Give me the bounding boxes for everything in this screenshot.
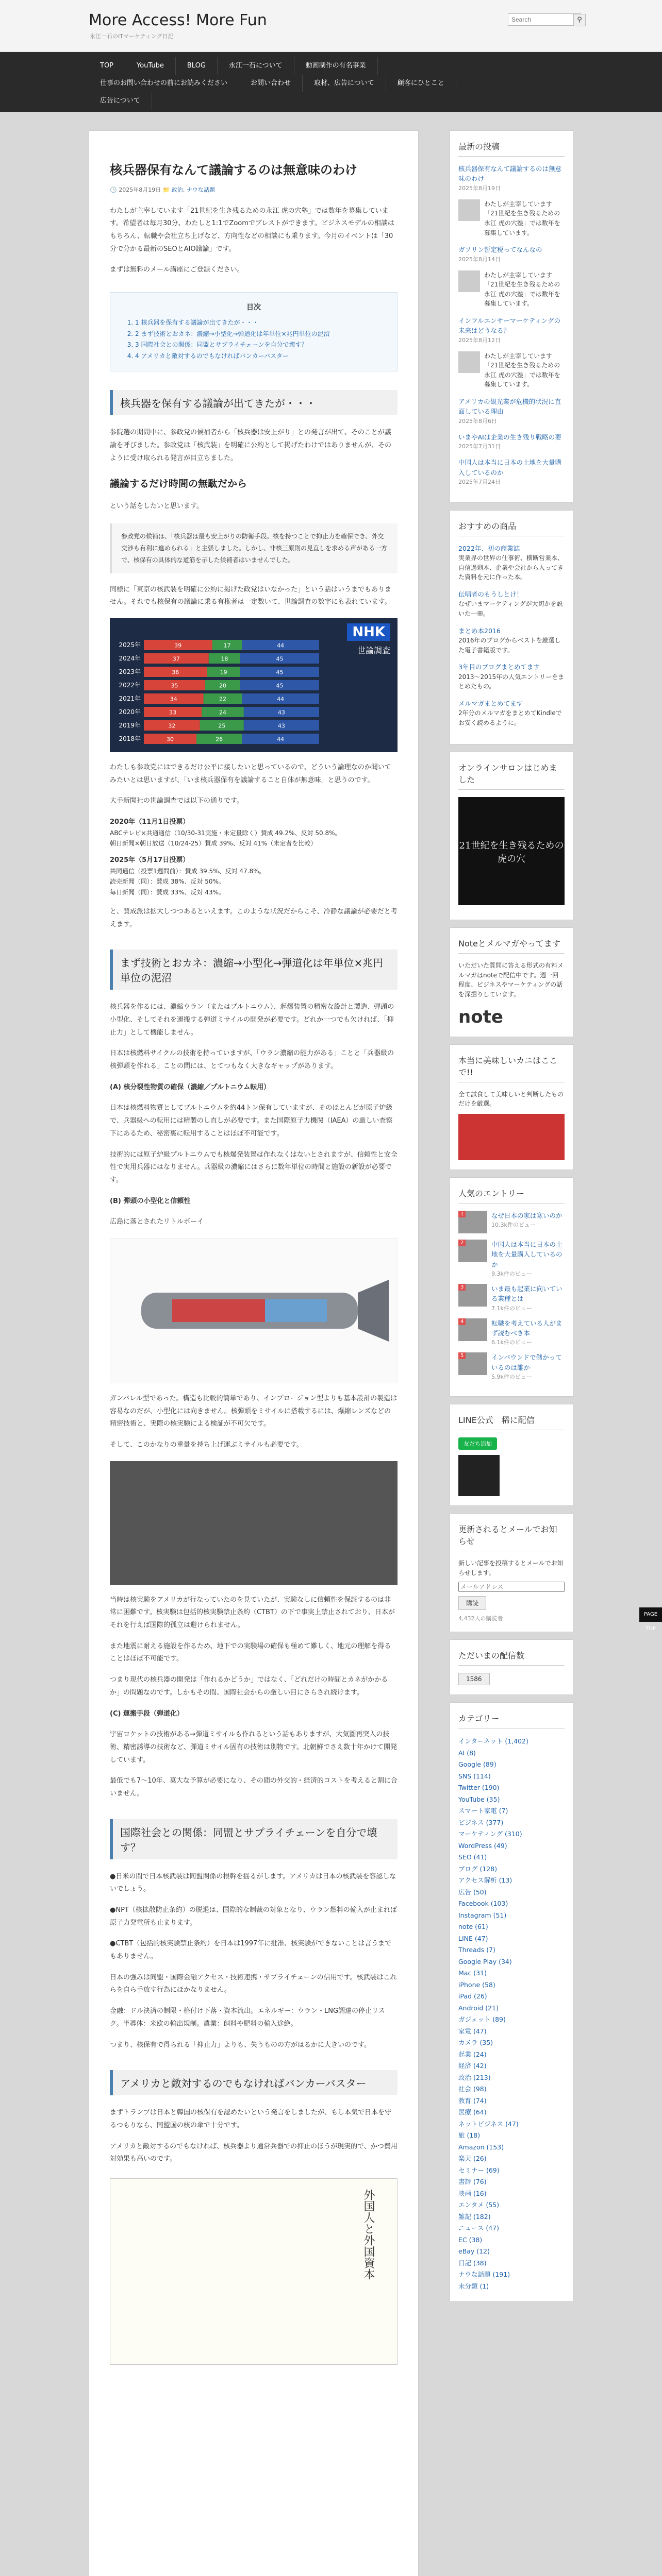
y-tick-label: 2021年 [119, 694, 141, 702]
category-item[interactable]: 家電 (47) [458, 2027, 487, 2035]
nhk-logo: NHK [347, 623, 390, 641]
qr-code [458, 1455, 500, 1496]
category-item[interactable]: Google Play (34) [458, 1957, 512, 1965]
nav-press[interactable]: 取材、広告について [303, 75, 386, 92]
paragraph: 広島に落とされたリトルボーイ [110, 1218, 204, 1226]
poll-chart [117, 634, 334, 747]
category-item[interactable]: 経済 (42) [458, 2062, 487, 2070]
subheading: 議論するだけ時間の無駄だから [110, 478, 247, 490]
y-tick-label: 2020年 [119, 708, 141, 716]
recent-post-date: 2025年7月24日 [458, 478, 501, 485]
nhk-subtitle: 世論調査 [357, 645, 390, 655]
rank-badge: 4 [458, 1318, 466, 1325]
recommend-desc: 2013〜2015年の人気エントリーをまとめたもの。 [458, 673, 565, 690]
delivery-widget [450, 1639, 573, 1695]
popular-item [458, 1211, 565, 1233]
category-item[interactable]: ニュース (47) [458, 2224, 500, 2232]
rank-badge: 2 [458, 1240, 466, 1246]
intro-paragraph-2: まずは無料のメール講座にご登録ください。 [110, 266, 244, 274]
bomb-core [172, 1299, 265, 1322]
data-label: 45 [276, 669, 284, 676]
category-widget [450, 1702, 573, 2302]
section-heading-3: 国際社会との関係：同盟とサプライチェーンを自分で壊す？ [110, 1819, 398, 1859]
popular-thumbnail[interactable] [458, 1211, 487, 1233]
category-item[interactable]: ネットビジネス (47) [458, 2120, 519, 2128]
news-text: わたしが主宰しています「21世紀を生き残るための永江 虎の穴塾」では数年を募集しています。 [484, 271, 560, 308]
paragraph: 核兵器を作るには、濃縮ウラン（またはプルトニウム）、起爆装置の精密な設計と製造、弾頭の小型化、そしてそれを運搬する弾道ミサイルの開発が必要です。どれか一つでも欠ければ、「抑止力」として機能しません。 [110, 1003, 394, 1037]
site-title[interactable]: More Access! More Fun [89, 11, 267, 29]
paragraph: ●NPT（核拡散防止条約）の脱退は、国際的な制裁の対象となり、ウラン燃料の輸入が止まれば原子力発電所も止まります。 [110, 1906, 397, 1927]
paragraph: ●CTBT（包括的核実験禁止条約）を日本は1997年に批准、核実験ができないことは言うまでもありません。 [110, 1940, 392, 1961]
paragraph: まずトランプは日本と韓国の核保有を認めたいという発言をしましたが、もし本気で日本を守るつもりなら、同盟国の核の傘で十分です。 [110, 2109, 392, 2129]
category-item[interactable]: YouTube (35) [458, 1795, 500, 1803]
recommend-link[interactable]: メルマガまとめてます [458, 699, 523, 707]
recent-post [458, 316, 565, 344]
popular-item [458, 1352, 565, 1381]
category-item[interactable]: 医療 (64) [458, 2108, 487, 2116]
recommend-link[interactable]: 3年目のブログまとめてます [458, 663, 540, 671]
paragraph: また地震に耐える施設を作るため、地下での実験場の確保も極めて難しく、地元の理解を得ることはほぼ不可能です。 [110, 1642, 391, 1663]
category-item[interactable]: アクセス解析 (13) [458, 1876, 512, 1885]
news-item [458, 270, 565, 309]
widget-title: おすすめの商品 [458, 520, 565, 536]
data-label: 35 [171, 682, 178, 689]
category-item[interactable]: 書評 (76) [458, 2178, 487, 2186]
site-subtitle: 永江一石のITマーケティング日記 [90, 33, 174, 40]
category-item[interactable]: 旅 (18) [458, 2131, 481, 2140]
data-label: 25 [218, 722, 226, 730]
clock-icon: 🕓 [110, 186, 117, 193]
category-item[interactable]: ガジェット (89) [458, 2015, 506, 2024]
nav-row-3 [89, 92, 573, 110]
paragraph: ●日米の間で日本核武装は同盟関係の根幹を揺るがします。アメリカは日本の核武装を容認しないでしょう。 [110, 1872, 396, 1893]
category-item[interactable]: LINE (47) [458, 1934, 488, 1942]
data-label: 30 [167, 736, 174, 743]
recommend-desc: 2年分のメルマガをまとめてKindleでお安く読めるように。 [458, 709, 562, 726]
data-label: 19 [220, 669, 227, 676]
y-tick-label: 2025年 [119, 641, 141, 649]
category-item[interactable]: 楽天 (26) [458, 2155, 487, 2163]
line-widget [450, 1404, 573, 1506]
category-list [458, 1736, 565, 2292]
recent-post-link[interactable]: アメリカの観光業が危機的状況に直面している理由 [458, 398, 561, 416]
recent-post-link[interactable]: インフルエンサーマーケティングの未来はどうなる？ [458, 316, 561, 335]
popular-link[interactable]: インバウンドで儲かっているのは誰か [491, 1353, 562, 1371]
table-of-contents [110, 292, 398, 371]
category-item[interactable]: 日記 (38) [458, 2259, 487, 2267]
popular-count: 10.3k件のビュー [491, 1222, 536, 1229]
category-item[interactable]: Amazon (153) [458, 2143, 504, 2151]
recent-post-link[interactable]: ガソリン暫定税ってなんなの [458, 246, 542, 254]
subscribe-button[interactable]: 購読 [458, 1596, 486, 1610]
main-article [89, 130, 419, 2576]
popular-thumbnail[interactable] [458, 1240, 487, 1262]
widget-title: 更新されるとメールでお知らせ [458, 1523, 565, 1551]
paragraph: 宇宙ロケットの技術がある→弾道ミサイルも作れるという話もありますが、大気圏再突入の技術、精密誘導の技術など、弾道ミサイル固有の技術は別物です。北朝鮮でさえ数十年かけて開発しています。 [110, 1731, 398, 1764]
category-item[interactable]: Google (89) [458, 1760, 496, 1769]
category-item[interactable]: 広告 (50) [458, 1888, 487, 1896]
popular-count: 6.1k件のビュー [491, 1339, 532, 1346]
mail-text: 新しい記事を投稿するとメールでお知らせします。 [458, 1560, 564, 1577]
delivery-count: 1586 [458, 1673, 490, 1685]
category-item[interactable]: ナウな話題 (191) [458, 2270, 510, 2279]
category-item[interactable]: 教育 (74) [458, 2096, 487, 2105]
little-boy-diagram [110, 1238, 398, 1383]
data-label: 33 [169, 709, 177, 716]
sub-subheading: (B) 弾頭の小型化と信頼性 [110, 1197, 191, 1205]
recent-post [458, 432, 565, 450]
paragraph: つまり、核保有で得られる「抑止力」よりも、失うものの方がはるかに大きいのです。 [110, 2041, 371, 2049]
paragraph: 日本は核燃料物質としてプルトニウムを約44トン保有していますが、そのほとんどが原子炉級で、兵器級への転用には精製のし直しが必要です。また国際原子力機関（IAEA）の厳しい査察下にあるため、秘密裏に転用することはほぼ不可能です。 [110, 1104, 393, 1138]
paragraph: 当時は核実験をアメリカが行なっていたのを見ていたが、実験なしに信頼性を保証するのは非常に困難です。核実験は包括的核実験禁止条約（CTBT）の下で事実上禁止されており、日本がそれを行えば国際的孤立は避けられません。 [110, 1596, 395, 1630]
popular-link[interactable]: いま最も起業に向いている業種とは [491, 1284, 562, 1303]
data-label: 44 [277, 696, 285, 703]
recommend-item [458, 662, 565, 691]
popular-thumbnail[interactable] [458, 1318, 487, 1341]
data-label: 24 [219, 709, 226, 716]
recent-post [458, 397, 565, 425]
nav-contact[interactable]: お問い合わせ [239, 75, 303, 92]
page-top-button[interactable]: PAGE TOP [639, 1607, 662, 1622]
recommend-item [458, 699, 565, 728]
paragraph: 日本の強みは同盟・国際金融アクセス・技術連携・サプライチェーンの信用です。核武装はこれらを自ら手放す行為にほかなりません。 [110, 1973, 397, 1994]
news-thumbnail[interactable] [458, 270, 480, 292]
widget-title: 人気のエントリー [458, 1187, 565, 1204]
online-salon-widget [450, 752, 573, 920]
paragraph: 大手新聞社の世論調査では以下の通りです。 [110, 797, 243, 805]
y-tick-label: 2023年 [119, 668, 141, 675]
paragraph: 最低でも7〜10年、莫大な予算が必要になり、その間の外交的・経済的コストを考えると割に合いません。 [110, 1777, 398, 1798]
toc-item[interactable]: 2. 2 まず技術とおカネ：濃縮→小型化→弾道化は年単位×兆円単位の泥沼 [135, 329, 382, 340]
recent-post-date: 2025年8月12日 [458, 336, 501, 344]
bomb-diagram-svg [110, 1239, 398, 1383]
nav-client[interactable]: 顧客にひとこと [386, 75, 456, 92]
recent-post-date: 2025年8月14日 [458, 256, 501, 263]
category-item[interactable]: SNS (114) [458, 1772, 491, 1780]
section-heading-1: 核兵器を保有する議論が出てきたが・・・ [110, 390, 398, 415]
online-salon-banner[interactable] [458, 797, 565, 905]
recommend-link[interactable]: 伝唱者のもうしとけ！ [458, 590, 523, 599]
data-label: 18 [221, 655, 228, 663]
recent-post [458, 245, 565, 263]
recent-post-link[interactable]: 核兵器保有なんて議論するのは無意味のわけ [458, 165, 562, 183]
category-item[interactable]: ブログ (128) [458, 1865, 498, 1873]
note-logo[interactable]: note [458, 1006, 503, 1027]
category-item[interactable]: スマート家電 (7) [458, 1807, 508, 1815]
vertical-heading: 外国人と外国資本 [362, 2189, 375, 2280]
poll-heading: 2020年（11月1日投票） [110, 818, 190, 826]
widget-title: LINE公式 稀に配信 [458, 1414, 565, 1430]
blockquote: 参政党の候補は、「核兵器は最も安上がりの防衛手段。核を持つことで抑止力を確保でき、外交交渉も有利に進められる」と主張しました。しかし、非核三原則の見直しを求める声がある一方で、核保有の具体的な道筋を示した候補者はいませんでした。 [110, 523, 398, 573]
paragraph: つまり現代の核兵器の開発は「作れるかどうか」ではなく、「どれだけの時間とカネがかかるか」の問題なのです。しかもその間、国際社会からの厳しい目にさらされ続けます。 [110, 1676, 388, 1697]
recommend-desc: 2016年のブログからベストを厳選した電子書籍版です。 [458, 636, 561, 654]
search-icon[interactable]: ⚲ [573, 14, 586, 26]
rank-badge: 1 [458, 1211, 466, 1217]
nav-before-contact[interactable]: 仕事のお問い合わせの前にお読みください [89, 75, 239, 92]
paragraph: と、賛成派は拡大しつつあるといえます。このような状況だからこそ、冷静な議論が必要だと考えます。 [110, 907, 398, 928]
sidebar [450, 130, 573, 2576]
data-label: 36 [172, 669, 179, 676]
news-text: わたしが主宰しています「21世紀を生き残るための永江 虎の穴塾」では数年を募集しています。 [484, 200, 560, 236]
paragraph: 日本は核燃料サイクルの技術を持っていますが、「ウラン濃縮の能力がある」ことと「兵器級の核弾頭を作れる」ことの間には、とてつもなく大きなギャップがあります。 [110, 1049, 394, 1071]
category-item[interactable]: Twitter (190) [458, 1784, 500, 1792]
crab-text: 全て試食して美味しいと判断したものだけを厳選。 [458, 1090, 564, 1108]
widget-title: ただいまの配信数 [458, 1649, 565, 1666]
recent-post [458, 164, 565, 192]
crab-banner[interactable] [458, 1114, 565, 1160]
nav-about[interactable]: 永江一石について [218, 57, 294, 75]
widget-title: Noteとメルマガやってます [458, 937, 565, 954]
category-item[interactable]: セミナー (69) [458, 2166, 500, 2174]
y-tick-label: 2024年 [119, 654, 141, 662]
news-item [458, 351, 565, 389]
poll-heading: 2025年（5月17日投票） [110, 856, 190, 864]
data-label: 17 [223, 642, 231, 649]
rank-badge: 5 [458, 1352, 466, 1359]
nav-top[interactable]: TOP [89, 57, 125, 75]
category-item[interactable]: Facebook (103) [458, 1900, 508, 1908]
widget-title: 本当に美味しいカニはここで!! [458, 1054, 565, 1082]
category-item[interactable]: マーケティング (310) [458, 1830, 522, 1838]
bomb-fin [358, 1280, 389, 1342]
section-heading-4: アメリカと敵対するのでもなければバンカーバスター [110, 2070, 398, 2095]
widget-title: オンラインサロンはじめました [458, 761, 565, 790]
category-item[interactable]: SEO (41) [458, 1853, 487, 1861]
recent-posts-widget [450, 130, 573, 503]
recommend-link[interactable]: 2022年、初の商業誌 [458, 544, 520, 552]
category-item[interactable]: iPad (26) [458, 1992, 487, 2001]
recent-post-date: 2025年8月6日 [458, 417, 497, 425]
data-label: 32 [168, 722, 176, 730]
nav-video[interactable]: 動画制作の有名事業 [294, 57, 378, 75]
poll-line: 読売新聞（同）：賛成 38%、反対 50%。 [110, 878, 225, 886]
sub-subheading: (C) 運搬手段（弾道化） [110, 1709, 184, 1718]
recommend-item [458, 544, 565, 582]
intro-paragraph: わたしが主宰しています「21世紀を生き残るための永江 虎の穴塾」では数年を募集しています。希望者は毎月30分、わたしと1:1でZoomでブレストができます。ビジネスモデルの相談はもちろん、転職や会社立ち上げなど、方向性などの相談にも乗ります。今月のイベントは「30分で分かる最新のSEOとAIO議論」です。 [110, 207, 394, 253]
popular-item [458, 1284, 565, 1312]
popular-widget [450, 1177, 573, 1397]
data-label: 20 [219, 682, 226, 689]
popular-link[interactable]: なぜ日本の家は寒いのか [491, 1211, 562, 1219]
banner-text: 21世紀を生き残るための虎の穴 [459, 840, 564, 865]
paragraph: 参院選の期間中に、参政党の候補者から「核兵器は安上がり」との発言が出て、そのことが議論を呼びました。参政党は「核武装」を明確に公約として掲げたわけではありませんが、そのように受け取られる発言が目立ちました。 [110, 429, 392, 462]
recent-post-date: 2025年7月31日 [458, 443, 501, 450]
popular-item [458, 1240, 565, 1278]
main-nav [0, 52, 662, 112]
missile-photo [110, 1461, 398, 1585]
data-label: 44 [277, 736, 285, 743]
popular-link[interactable]: 中国人は本当に日本の土地を大量購入しているのか [491, 1240, 562, 1268]
category-item[interactable]: note (61) [458, 1923, 488, 1931]
recommend-item [458, 626, 565, 655]
data-label: 37 [172, 655, 180, 663]
category-item[interactable]: カメラ (35) [458, 2039, 493, 2047]
category-item[interactable]: Threads (7) [458, 1946, 495, 1954]
paragraph: アメリカと敵対するのでもなければ、核兵器より通常兵器での抑止のほうが現実的で、かつ費用対効果も高いのです。 [110, 2142, 398, 2163]
category-item[interactable]: 映画 (16) [458, 2189, 487, 2197]
paragraph: そして、このかなりの重量を持ち上げ運ぶミサイルも必要です。 [110, 1441, 303, 1449]
recent-post-link[interactable]: いまやAIは企業の生き残り戦略の要 [458, 433, 561, 441]
bomb-section [265, 1299, 327, 1322]
category-item[interactable]: Mac (31) [458, 1969, 487, 1977]
toc-item[interactable]: 3. 3 国際社会との関係：同盟とサプライチェーンを自分で壊す？ [135, 340, 382, 351]
category-item[interactable]: Instagram (51) [458, 1911, 507, 1919]
popular-item [458, 1318, 565, 1347]
content-wrap [89, 112, 573, 2290]
y-tick-label: 2018年 [119, 735, 141, 742]
poll-line: 毎日新聞（同）：賛成 33%、反対 43%。 [110, 888, 225, 896]
category-item[interactable]: 社会 (98) [458, 2085, 487, 2093]
note-widget [450, 927, 573, 1037]
data-label: 39 [174, 642, 182, 649]
popular-count: 7.1k件のビュー [491, 1304, 532, 1312]
data-label: 43 [277, 709, 285, 716]
vertical-text-image [110, 2178, 398, 2365]
nav-row-1 [89, 57, 573, 75]
post-date: 2025年8月19日 [119, 186, 161, 193]
recommend-item [458, 589, 565, 619]
y-tick-label: 2019年 [119, 721, 141, 729]
popular-count: 9.3k件のビュー [491, 1270, 532, 1277]
widget-title: 最新の投稿 [458, 140, 565, 157]
category-item[interactable]: ビジネス (377) [458, 1818, 504, 1826]
category-link-2[interactable]: ナウな話題 [186, 186, 215, 193]
category-item[interactable]: インターネット (1,402) [458, 1737, 528, 1745]
recommend-desc: 実業界の世界の仕事術、横断営業本、自信過剰本、企業や会社から入ってきた資料を元に作った本。 [458, 554, 564, 581]
category-item[interactable]: AI (8) [458, 1749, 476, 1757]
email-field[interactable] [458, 1582, 565, 1592]
category-item[interactable]: エンタメ (55) [458, 2201, 500, 2209]
toc-title: 目次 [246, 303, 261, 312]
recent-post [458, 457, 565, 486]
recommend-link[interactable]: まとめ本2016 [458, 626, 501, 635]
line-add-friend-button[interactable]: 友だち追加 [458, 1437, 497, 1450]
category-item[interactable]: EC (38) [458, 2235, 483, 2244]
paragraph: 技術的には原子炉級プルトニウムでも核爆発装置は作れなくはないとされますが、信頼性と安全性で実用兵器にはなりません。兵器級の濃縮にはさらに数年単位の時間と施設の新設が必要です。 [110, 1150, 398, 1184]
nav-blog[interactable]: BLOG [176, 57, 218, 75]
paragraph: という話をしたいと思います。 [110, 502, 203, 511]
recent-post-link[interactable]: 中国人は本当に日本の土地を大量購入しているのか [458, 459, 562, 477]
sub-subheading: (A) 核分裂性物質の確保（濃縮／プルトニウム転用） [110, 1083, 271, 1091]
category-item[interactable]: iPhone (58) [458, 1980, 495, 1989]
folder-icon: 📁 [162, 186, 170, 193]
site-header [0, 0, 662, 52]
nav-ads[interactable]: 広告について [89, 92, 152, 110]
popular-count: 5.9k件のビュー [491, 1374, 532, 1381]
mail-subscribe-widget [450, 1513, 573, 1632]
category-item[interactable]: WordPress (49) [458, 1841, 507, 1850]
poll-chart-image [110, 618, 398, 752]
popular-link[interactable]: 転職を考えている人がまず読むべき本 [491, 1319, 562, 1337]
paragraph: ガンバレル型であった。構造も比較的簡単であり、インプロージョン型よりも基本設計の製造は容易なのだが、小型化には向きません。核弾頭をミサイルに搭載するには、爆縮レンズなどの精密技術と、実際の核実験による検証が不可欠です。 [110, 1394, 398, 1428]
recommend-desc: なぜいまマーケティングが大切かを説いた一冊。 [458, 600, 563, 617]
paragraph: わたしも参政党にはできるだけ公平に接したいと思っているので、どういう論理なのか聞いてみたいとは思いますが、「いま核兵器保有を議論すること自体が無意味」と思うのです。 [110, 763, 391, 784]
recent-post-date: 2025年8月19日 [458, 184, 501, 192]
data-label: 26 [216, 736, 223, 743]
section-heading-2: まず技術とおカネ：濃縮→小型化→弾道化は年単位×兆円単位の泥沼 [110, 950, 398, 990]
category-item[interactable]: 雑記 (182) [458, 2212, 491, 2221]
recommend-widget [450, 510, 573, 744]
category-item[interactable]: 起業 (24) [458, 2050, 487, 2058]
popular-thumbnail[interactable] [458, 1284, 487, 1307]
data-label: 43 [277, 722, 285, 730]
data-label: 45 [276, 682, 284, 689]
data-label: 44 [277, 642, 285, 649]
y-tick-label: 2022年 [119, 681, 141, 689]
data-label: 34 [170, 696, 177, 703]
nav-row-2 [89, 75, 573, 92]
category-link-1[interactable]: 政治 [171, 186, 183, 193]
paragraph: 金融：ドル決済の制限・格付け下落・資本流出。エネルギー：ウラン・LNG調達の停止リスク。半導体：米欧の輸出規制。農業：飼料や肥料の輸入途絶。 [110, 2007, 385, 2028]
search-input[interactable] [508, 13, 581, 26]
data-label: 22 [219, 696, 226, 703]
subscriber-count: 4,432人の購読者 [458, 1615, 503, 1622]
news-thumbnail[interactable] [458, 351, 480, 373]
poll-line: ABCテレビ×共通通信（10/30-31実施・未定量除く）賛成 49.2%、反対 50.8%。 [110, 829, 341, 837]
news-text: わたしが主宰しています「21世紀を生き残るための永江 虎の穴塾」では数年を募集しています。 [484, 352, 560, 388]
toc-item[interactable]: 4. 4 アメリカと敵対するのでもなければバンカーバスター [135, 351, 382, 362]
post-meta: 🕓 2025年8月19日 📁 政治, ナウな話題 [110, 186, 215, 193]
rank-badge: 3 [458, 1284, 466, 1291]
note-text: いただいた質問に答える形式の有料メルマガはnoteで配信中です。週一回程度、ビジネスやマーケティングの話を深掘りしています。 [458, 962, 564, 998]
news-item [458, 199, 565, 238]
widget-title: カテゴリー [458, 1712, 565, 1728]
news-thumbnail[interactable] [458, 199, 480, 221]
poll-line: 共同通信（投票1週間前）：賛成 39.5%、反対 47.8%。 [110, 867, 266, 875]
category-item[interactable]: 政治 (213) [458, 2073, 491, 2081]
nav-youtube[interactable]: YouTube [125, 57, 176, 75]
poll-line: 朝日新聞×朝日放送（10/24-25）賛成 39%、反対 41%（未定者を比較） [110, 840, 317, 848]
category-item[interactable]: Android (21) [458, 2004, 499, 2012]
toc-item[interactable]: 1. 1 核兵器を保有する議論が出てきたが・・・ [135, 317, 382, 329]
popular-thumbnail[interactable] [458, 1352, 487, 1375]
paragraph: 同様に「東京の核武装を明確に公約に掲げた政党はいなかった」という話はいうまでもありません。それでも核保有の議論に乗る有権者は一定数いて、世論調査の数字にも表れています。 [110, 585, 392, 606]
crab-widget [450, 1044, 573, 1170]
data-label: 45 [276, 655, 284, 663]
category-item[interactable]: 未分類 (1) [458, 2282, 489, 2290]
post-title: 核兵器保有なんて議論するのは無意味のわけ [110, 163, 357, 177]
category-item[interactable]: eBay (12) [458, 2247, 490, 2256]
